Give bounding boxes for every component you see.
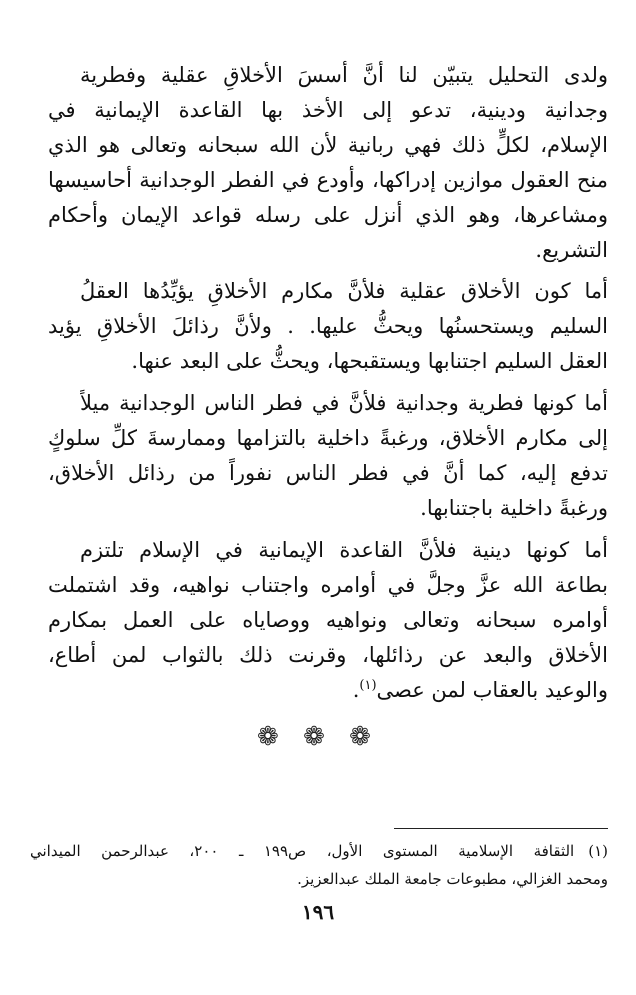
text-line: السليم ويستحسنُها ويحثُّ عليها. . ولأنَّ رذائلَ الأخلاقِ يؤيد bbox=[48, 314, 608, 338]
text-line: منح العقول موازين إدراكها، وأودع في الفطر الوجدانية أحاسيسها bbox=[48, 168, 608, 192]
text-line: أوامره سبحانه وتعالى ونواهيه ووصاياه على العمل بمكارم bbox=[48, 608, 608, 632]
text-line: تدفع إليه، كما أنَّ في فطر الناس نفوراً من رذائل الأخلاق، bbox=[48, 461, 608, 485]
text-line: ورغبةً داخلية باجتنابها. bbox=[420, 496, 608, 520]
text-line: بطاعة الله عزَّ وجلَّ في أوامره واجتناب نواهيه، وقد اشتملت bbox=[48, 573, 608, 597]
text-line: الإسلام، لكلٍّ ذلك فهي ربانية لأن الله سبحانه وتعالى هو الذي bbox=[48, 133, 608, 157]
footnote-rule bbox=[394, 828, 608, 829]
footnote-line bbox=[30, 838, 608, 864]
footnote-number: (١) bbox=[588, 842, 608, 860]
text-line: الأخلاق والبعد عن رذائلها، وقرنت ذلك بالثواب لمن أطاع، bbox=[48, 643, 608, 667]
text-line: التشريع. bbox=[535, 238, 608, 262]
text-line: والوعيد بالعقاب لمن عصى bbox=[376, 678, 608, 702]
text-line: أما كونها دينية فلأنَّ القاعدة الإيمانية في الإسلام تلتزم bbox=[80, 538, 608, 562]
end-punctuation: . bbox=[352, 678, 360, 702]
text-line: أما كون الأخلاق عقلية فلأنَّ مكارم الأخلاقِ يؤيِّدُها العقلُ bbox=[80, 279, 608, 303]
text-line: ولدى التحليل يتبيّن لنا أنَّ أسسَ الأخلاقِ عقلية وفطرية bbox=[80, 63, 608, 87]
text-line: وجدانية ودينية، تدعو إلى الأخذ بها القاعدة الإيمانية في bbox=[48, 98, 608, 122]
footnote-text: الثقافة الإسلامية المستوى الأول، ص١٩٩ ـ ٢٠٠، عبدالرحمن الميداني bbox=[30, 842, 575, 860]
ornament-divider: ❁ ❁ ❁ bbox=[257, 722, 379, 752]
text-line: إلى مكارم الأخلاق، ورغبةً داخلية بالتزامها وممارسةَ كلِّ سلوكٍ bbox=[48, 426, 608, 450]
footnote-line: ومحمد الغزالي، مطبوعات جامعة الملك عبدالعزيز. bbox=[297, 870, 608, 888]
footnote-reference[interactable]: (١) bbox=[359, 678, 377, 693]
text-line: أما كونها فطرية وجدانية فلأنَّ في فطر الناس الوجدانية ميلاً bbox=[80, 391, 608, 415]
page-number: ١٩٦ bbox=[301, 900, 335, 924]
text-line-with-footnote bbox=[48, 673, 608, 707]
text-line: العقل السليم اجتنابها ويستقبحها، ويحثُّ على البعد عنها. bbox=[131, 349, 608, 373]
text-line: ومشاعرها، وهو الذي أنزل على رسله قواعد الإيمان وأحكام bbox=[48, 203, 608, 227]
